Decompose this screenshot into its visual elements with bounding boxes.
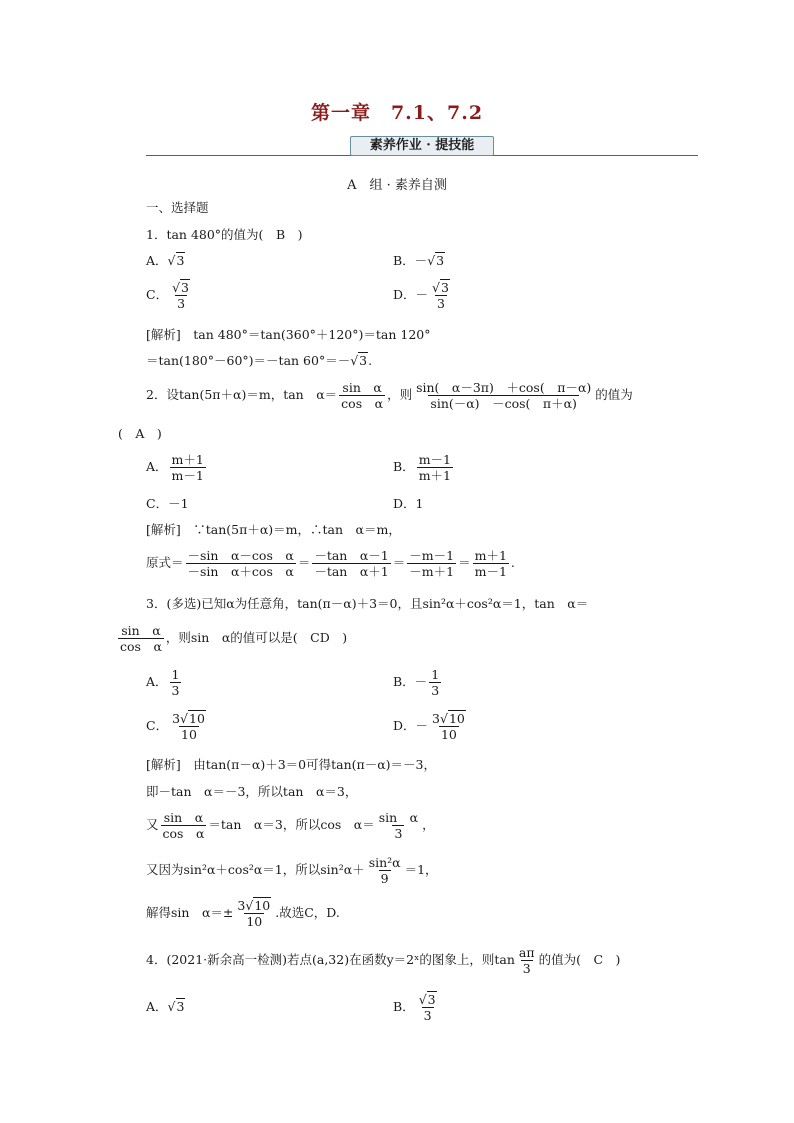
q1-option-c: C． $\frac{√3}{3}$: [146, 280, 189, 311]
q2-option-a: A． $\frac{m+1}{m-1}$: [146, 452, 204, 483]
q3-stem-line2: $\frac{\text{sin α}}{\text{cos α}}$ ，则sin α的值可以是( CD ): [120, 623, 348, 654]
q3-option-b: B．－ $\frac{1}{3}$: [393, 667, 440, 698]
q2-option-d: D．1: [393, 496, 424, 511]
q1-solution-line1: [解析] tan 480°＝tan(360°＋120°)＝tan 120°: [146, 327, 431, 342]
q3-solution-line2: 即－tan α＝－3，所以tan α＝3，: [146, 784, 358, 799]
q2-solution-line2: 原式＝ $\frac{\text{－sin α－cos α}}{\text{－sin α＋cos α}}$ ＝ $\frac{\text{－tan α－1}}{\text{－tan α＋1}}$ ＝ $\frac{-m-1}{-m+1}$ ＝ $\frac{m+1}{m-1}$ .: [146, 548, 515, 579]
q2-stem: 2．设tan(5π＋α)＝m，tan α＝ $\frac{\text{sin α}}{\text{cos α}}$ ，则 $\frac{\sin( \alpha-3\pi) +\cos( \pi-\alpha)}{\sin(-\alpha) -\cos( \pi+\alpha)}$ 的值为: [146, 380, 633, 411]
q1-stem: 1．tan 480°的值为( B ): [146, 227, 303, 242]
q3-solution-line5: 解得sin α＝± $\frac{3√10}{10}$ .故选C，D.: [146, 898, 340, 929]
q2-solution-line1: [解析] ∵tan(5π＋α)＝m，∴tan α＝m，: [146, 522, 401, 537]
q2-option-b: B． $\frac{m-1}{m+1}$: [393, 452, 451, 483]
q4-option-a: A．√3: [146, 999, 185, 1014]
section-heading: 一、选择题: [146, 200, 209, 215]
q4-option-b: B． $\frac{√3}{3}$: [393, 992, 436, 1023]
page-title: 第一章 7.1、7.2: [310, 102, 484, 124]
section-banner: 素养作业 · 提技能: [350, 136, 494, 156]
q3-solution-line4: 又因为sin²α＋cos²α＝1，所以sin²α＋ $\frac{\text{sin²α}}{9}$ ＝1，: [146, 855, 438, 886]
q3-stem-line1: 3．(多选)已知α为任意角，tan(π－α)＋3＝0，且sin²α＋cos²α＝1，tan α＝: [146, 596, 589, 611]
q1-option-b: B．－√3: [393, 253, 445, 268]
q3-solution-line3: 又 $\frac{\text{sin α}}{\text{cos α}}$ ＝tan α＝3，所以cos α＝ $\frac{\text{sin α}}{3}$ ，: [146, 810, 435, 841]
q3-option-c: C． $\frac{3√10}{10}$: [146, 711, 205, 742]
q2-answer: ( A ): [118, 426, 162, 441]
q1-solution-line2: ＝tan(180°－60°)＝－tan 60°＝－√3.: [146, 353, 373, 368]
q1-option-d: D．－ $\frac{√3}{3}$: [393, 280, 449, 311]
q3-option-d: D．－ $\frac{3√10}{10}$: [393, 711, 465, 742]
q1-option-a: A．√3: [146, 253, 185, 268]
q3-option-a: A． $\frac{1}{3}$: [146, 667, 180, 698]
q3-solution-line1: [解析] 由tan(π－α)＋3＝0可得tan(π－α)＝－3，: [146, 757, 437, 772]
group-heading: A 组 · 素养自测: [347, 178, 447, 193]
q2-option-c: C．－1: [146, 496, 189, 511]
q4-stem: 4．(2021·新余高一检测)若点(a,32)在函数y＝2ˣ的图象上，则tan $\frac{a\pi}{3}$ 的值为( C ): [146, 945, 621, 976]
